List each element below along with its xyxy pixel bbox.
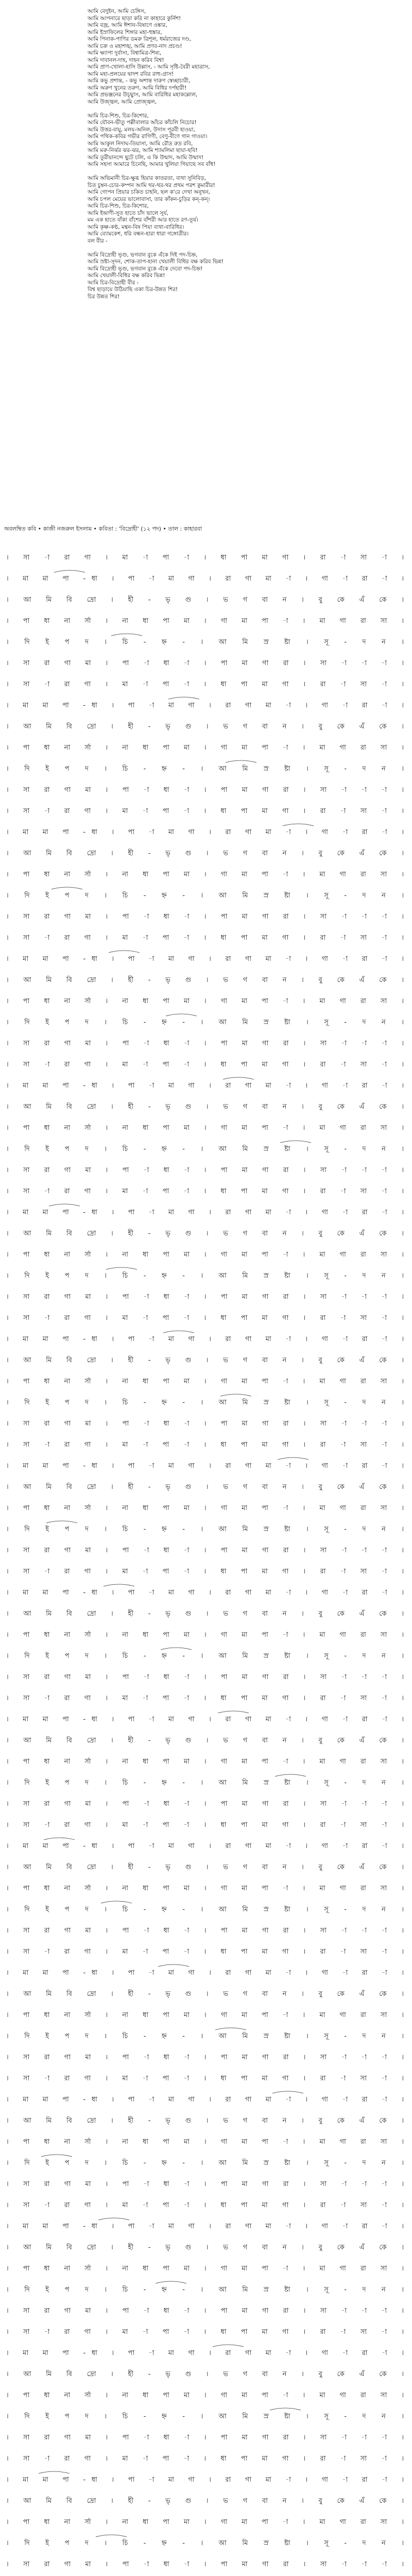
poem-line: বল বীর - [88, 238, 108, 244]
poem-line: আমি ইন্দ্রাণী-সুত হাতে চাঁদ ভালে সূর্য, [88, 210, 168, 216]
notation-text: । সা -া রা গা । মা -া পা -া । ধা পা মা গা । রা -া সা -া । [6, 1061, 404, 1069]
poem-line: আমি বিদ্রোহী ভৃগু, ভগবান বুকে এঁকে দেবো পদ-চিহ্ন! [88, 265, 203, 272]
notation-row [4, 715, 408, 736]
notation-text: । সা রা গা মা । পা -া ধা -া । পা মা গা রা । সা -া -া -া । [6, 1040, 404, 1047]
notation-text: । দি ই প দ । চি - হ্ন - । আ মি স্র ষ্টা । সূ - দ ন । [6, 1019, 404, 1026]
poem-text [88, 8, 376, 300]
notation-text: । পা ধা না র্সা । না ধা পা মা । গা মা পা -া । মা গা রা সা । [6, 2011, 404, 2019]
poem-line: আমি চক্র ও মহাশঙ্খ, আমি প্রণব-নাদ প্রচণ্ড! [88, 43, 182, 49]
poem-line: আমি চির-বিদ্রোহী বীর - [88, 279, 139, 286]
meend-mark [218, 1711, 249, 1713]
notation-row [4, 1645, 408, 1666]
stanza-gap [88, 106, 376, 113]
notation-row [4, 736, 408, 757]
notation-text: । মা মা পা -ধা । পা -া মা গা । রা গা মা -া । গা -া রা -া । [6, 2476, 404, 2484]
notation-row [4, 1497, 408, 1518]
notation-row [4, 1898, 408, 1919]
meend-mark [163, 1331, 194, 1333]
notation-text: । পা ধা না র্সা । না ধা পা মা । গা মা পা -া । মা গা রা সা । [6, 871, 404, 878]
notation-row [4, 1940, 408, 1961]
notation-text: । সা -া রা গা । মা -া পা -া । ধা পা মা গা । রা -া সা -া । [6, 1948, 404, 1956]
poem-line: আমি বিদ্রোহী ভৃগু, ভগবান বুকে এঁকে দিই পদ-চিহ্ন, [88, 251, 198, 258]
notation-row [4, 2088, 408, 2109]
poem-line: আমি চির-শিশু, চির-কিশোর, [88, 112, 149, 119]
notation-text: । পা ধা না র্সা । না ধা পা মা । গা মা পা -া । মা গা রা সা । [6, 1251, 404, 1259]
meend-mark [44, 1838, 75, 1840]
notation-text: । সা -া রা গা । মা -া পা -া । ধা পা মা গা । রা -া সা -া । [6, 1821, 404, 1829]
notation-text: । দি ই প দ । চি - হ্ন - । আ মি স্র ষ্টা । সূ - দ ন । [6, 638, 404, 646]
notation-row [4, 1222, 408, 1243]
meend-mark [270, 2408, 301, 2410]
notation-text: । মা মা পা -ধা । পা -া মা গা । রা গা মা -া । গা -া রা -া । [6, 2349, 404, 2357]
notation-row [4, 673, 408, 694]
meend-mark [104, 1584, 134, 1586]
notation-row [4, 947, 408, 969]
notation-text: । পা ধা না র্সা । না ধা পা মা । গা মা পা -া । মা গা রা সা । [6, 744, 404, 752]
poem-line: আমি তুরীয়ানন্দে ছুটে চলি, এ কি উন্মাদ, আমি উন্মাদ! [88, 154, 204, 161]
notation-row [4, 969, 408, 990]
notation-text: । পা ধা না র্সা । না ধা পা মা । গা মা পা -া । মা গা রা সা । [6, 1504, 404, 1512]
notation-row [4, 631, 408, 652]
notation-row [4, 2553, 408, 2574]
notation-row [4, 863, 408, 884]
poem-line: আমি যৌবন-ভীতু পল্লীবালার আঁচর কাঁচলি নিচোর! [88, 120, 197, 126]
notation-row [4, 1687, 408, 1708]
notation-row [4, 1412, 408, 1433]
notation-text: । মা মা পা -ধা । পা -া মা গা । রা গা মা -া । গা -া রা -া । [6, 2223, 404, 2230]
poem-line: আমি আকুল নিদাঘ-তিয়াসা, আমি রৌদ্র রুদ্র রবি, [88, 140, 193, 147]
notation-row [4, 990, 408, 1011]
notation-text: । মা মা পা -ধা । পা -া মা গা । রা গা মা -া । গা -া রা -া । [6, 1209, 404, 1216]
notation-text: । দি ই প দ । চি - হ্ন - । আ মি স্র ষ্টা । সূ - দ ন । [6, 892, 404, 900]
notation-text: । আ মি বি দ্রো । হী - ভৃ গু । ভ গ বা ন । বু কে এঁ কে । [6, 2117, 404, 2125]
notation-text: । সা -া রা গা । মা -া পা -া । ধা পা মা গা । রা -া সা -া । [6, 1568, 404, 1575]
notation-row [4, 2025, 408, 2046]
poem-line: আমি পথিক-কবির গভীর রাগিণী, বেণু-বীণে গান গাওয়া। [88, 133, 208, 140]
notation-row [4, 1370, 408, 1391]
notation-text: । সা -া রা গা । মা -া পা -া । ধা পা মা গা । রা -া সা -া । [6, 2455, 404, 2463]
notation-row [4, 1814, 408, 1835]
notation-row [4, 1201, 408, 1222]
notation-row [4, 2236, 408, 2257]
meend-mark [278, 1458, 308, 1460]
notation-text: । সা -া রা গা । মা -া পা -া । ধা পা মা গা । রা -া সা -া । [6, 1314, 404, 1322]
notation-row [4, 2046, 408, 2067]
notation-row [4, 1539, 408, 1560]
poem-line: আমি অভিমানী চির-ক্ষুব্ধ হিয়ার কাতরতা, ব্যথা সুনিবিড়, [88, 175, 206, 181]
poem-line: আমি স্রষ্টা-সূদন, শোক-তাপ-হানা খেয়ালী বিধির বক্ষ করিব ভিন্ন! [88, 259, 224, 265]
stanza-3 [88, 175, 376, 245]
notation-row [4, 2215, 408, 2236]
notation-row [4, 1666, 408, 1687]
poem-line: আমি আপনারে ছাড়া করি না কাহারে কুর্নিশ! [88, 15, 181, 22]
notation-row [4, 842, 408, 863]
notation-text: । দি ই প দ । চি - হ্ন - । আ মি স্র ষ্টা । সূ - দ ন । [6, 1272, 404, 1280]
notation-text: । মা মা পা -ধা । পা -া মা গা । রা গা মা -া । গা -া রা -া । [6, 1335, 404, 1343]
notation-text: । আ মি বি দ্রো । হী - ভৃ গু । ভ গ বা ন । বু কে এঁ কে । [6, 2497, 404, 2505]
notation-text: । সা -া রা গা । মা -া পা -া । ধা পা মা গা । রা -া সা -া । [6, 681, 404, 688]
notation-row [4, 1454, 408, 1476]
notation-text: । সা রা গা মা । পা -া ধা -া । পা মা গা রা । সা -া -া -া । [6, 2180, 404, 2188]
stanza-gap [88, 245, 376, 252]
meend-mark [283, 824, 314, 826]
notation-row [4, 1032, 408, 1053]
stanza-4 [88, 252, 376, 301]
notation-row [4, 2511, 408, 2532]
meend-mark [101, 1901, 132, 1903]
poem-line: বিশ্ব ছাড়ায়ে উঠিয়াছি একা চির-উন্নত শির! [88, 286, 178, 293]
notation-row [4, 757, 408, 778]
meend-mark [226, 760, 256, 762]
notation-text: । সা রা গা মা । পা -া ধা -া । পা মা গা রা । সা -া -া -া । [6, 2307, 404, 2315]
notation-text: । সা রা গা মা । পা -া ধা -া । পা মা গা রা । সা -া -া -া । [6, 659, 404, 667]
notation-row [4, 1729, 408, 1750]
meend-mark [156, 2281, 186, 2283]
notation-row [4, 2278, 408, 2299]
poem-line: আমি প্রভঞ্জনের উচ্ছ্বাস, আমি বারিধির মহাকল্লোল, [88, 92, 198, 98]
notation-text: । মা মা পা -ধা । পা -া মা গা । রা গা মা -া । গা -া রা -া । [6, 575, 404, 583]
notation-text: । সা রা গা মা । পা -া ধা -া । পা মা গা রা । সা -া -া -া । [6, 786, 404, 794]
notation-row [4, 2194, 408, 2215]
notation-text: । মা মা পা -ধা । পা -া মা গা । রা গা মা -া । গা -া রা -া । [6, 1082, 404, 1090]
notation-row [4, 1011, 408, 1032]
poem-line: আমি বজ্র, আমি ঈশান-বিষাণে ওঙ্কার, [88, 22, 167, 28]
notation-text: । আ মি বি দ্রো । হী - ভৃ গু । ভ গ বা ন । বু কে এঁ কে । [6, 1357, 404, 1364]
notation-row [4, 1095, 408, 1116]
notation-row [4, 1328, 408, 1349]
poem-line: চিত চুম্বন-চোর-কম্পন আমি থর-থর-থর প্রথম পরশ কুমারীর! [88, 182, 215, 189]
notation-text: । আ মি বি দ্রো । হী - ভৃ গু । ভ গ বা ন । বু কে এঁ কে । [6, 850, 404, 857]
notation-row [4, 2532, 408, 2553]
notation-text: । দি ই প দ । চি - হ্ন - । আ মি স্র ষ্টা । সূ - দ ন । [6, 1906, 404, 1913]
notation-text: । সা -া রা গা । মা -া পা -া । ধা পা মা গা । রা -া সা -া । [6, 934, 404, 942]
notation-text: । আ মি বি দ্রো । হী - ভৃ গু । ভ গ বা ন । বু কে এঁ কে । [6, 1483, 404, 1491]
notation-text: । পা ধা না র্সা । না ধা পা মা । গা মা পা -া । মা গা রা সা । [6, 1631, 404, 1639]
notation-text: । আ মি বি দ্রো । হী - ভৃ গু । ভ গ বা ন । বু কে এঁ কে । [6, 1230, 404, 1238]
notation-text: । সা রা গা মা । পা -া ধা -া । পা মা গা রা । সা -া -া -া । [6, 913, 404, 921]
meend-mark [49, 1204, 80, 1206]
poem-line: আমি উজ্জ্বল, আমি প্রোজ্জ্বল, [88, 98, 157, 105]
poem-line: আমি চির-শিশু, চির-কিশোর, [88, 203, 149, 209]
notation-row [4, 1391, 408, 1412]
poem-line: আমি বেদুইন, আমি চেঙ্গিস, [88, 8, 146, 14]
notation-row [4, 609, 408, 631]
notation-text: । সা -া রা গা । মা -া পা -া । ধা পা মা গা । রা -া সা -া । [6, 1188, 404, 1195]
notation-text: । আ মি বি দ্রো । হী - ভৃ গু । ভ গ বা ন । বু কে এঁ কে । [6, 596, 404, 604]
notation-row [4, 2320, 408, 2342]
notation-text: । সা রা গা মা । পা -া ধা -া । পা মা গা রা । সা -া -া -া । [6, 1927, 404, 1935]
meend-mark [111, 634, 142, 636]
notation-text: । সা -া রা গা । মা -া পা -া । ধা পা মা গা । রা -া সা -া । [6, 2201, 404, 2209]
meend-mark [98, 2218, 129, 2220]
notation-text: । আ মি বি দ্রো । হী - ভৃ গু । ভ গ বা ন । বু কে এঁ কে । [6, 1610, 404, 1618]
notation-text: । আ মি বি দ্রো । হী - ভৃ গু । ভ গ বা ন । বু কে এঁ কে । [6, 1990, 404, 1998]
notation-text: । পা ধা না র্সা । না ধা পা মা । গা মা পা -া । মা গা রা সা । [6, 2138, 404, 2146]
notation-row [4, 2574, 408, 2576]
notation-text: । সা রা গা মা । পা -া ধা -া । পা মা গা রা । সা -া -া -া । [6, 2434, 404, 2442]
notation-text: । মা মা পা -ধা । পা -া মা গা । রা গা মা -া । গা -া রা -া । [6, 2096, 404, 2104]
notation-row [4, 1159, 408, 1180]
meend-mark [280, 1141, 311, 1143]
meend-mark [272, 2091, 303, 2093]
notation-row [4, 694, 408, 715]
notation-row [4, 1771, 408, 1792]
notation-text: । পা ধা না র্সা । না ধা পা মা । গা মা পা -া । মা গা রা সা । [6, 2392, 404, 2399]
notation-text: । সা রা গা মা । পা -া ধা -া । পা মা গা রা । সা -া -া -া । [6, 1166, 404, 1174]
notation-row [4, 1138, 408, 1159]
notation-row [4, 1349, 408, 1370]
notation-row [4, 2173, 408, 2194]
notation-row [4, 2447, 408, 2468]
notation-row [4, 1116, 408, 1138]
notation-text: । পা ধা না র্সা । না ধা পা মা । গা মা পা -া । মা গা রা সা । [6, 2265, 404, 2273]
notation-text: । সা -া রা গা । মা -া পা -া । ধা পা মা গা । রা -া সা -া । [6, 807, 404, 815]
poem-line: আমি পিনাক-পাণির ডমরু ত্রিশূল, ধর্মরাজের দণ্ড, [88, 36, 192, 42]
notation-text: । পা ধা না র্সা । না ধা পা মা । গা মা পা -া । মা গা রা সা । [6, 1124, 404, 1132]
notation-text: । মা মা পা -ধা । পা -া মা গা । রা গা মা -া । গা -া রা -া । [6, 828, 404, 836]
notation-text: । আ মি বি দ্রো । হী - ভৃ গু । ভ গ বা ন । বু কে এঁ কে । [6, 2244, 404, 2251]
notation-row [4, 546, 408, 567]
notation-text: । আ মি বি দ্রো । হী - ভৃ গু । ভ গ বা ন । বু কে এঁ কে । [6, 1737, 404, 1744]
notation-row [4, 905, 408, 926]
notation-text: । দি ই প দ । চি - হ্ন - । আ মি স্র ষ্টা । সূ - দ ন । [6, 1652, 404, 1660]
notation-text: । মা মা পা -ধা । পা -া মা গা । রা গা মা -া । গা -া রা -া । [6, 1969, 404, 1977]
poem-line: আমি ক্ষ্যাপা দুর্বাসা, বিশ্বামিত্র-শিষ্য, [88, 50, 162, 56]
meend-mark [52, 887, 82, 889]
notation-text: । দি ই প দ । চি - হ্ন - । আ মি স্র ষ্টা । সূ - দ ন । [6, 2032, 404, 2040]
notation-row [4, 1856, 408, 1877]
poem-line: আমি কভু প্রশান্ত, - কভু অশান্ত দারুণ স্বেচ্ছাচারী, [88, 78, 191, 84]
notation-row [4, 1835, 408, 1856]
notation-row [4, 1074, 408, 1095]
notation-text: । সা রা গা মা । পা -া ধা -া । পা মা গা রা । সা -া -া -া । [6, 1673, 404, 1681]
notation-row [4, 1919, 408, 1940]
swaralipi-notation [4, 546, 408, 2576]
notation-text: । দি ই প দ । চি - হ্ন - । আ মি স্র ষ্টা । সূ - দ ন । [6, 2159, 404, 2167]
notation-row [4, 1792, 408, 1814]
notation-row [4, 1623, 408, 1645]
notation-row [4, 2489, 408, 2511]
meend-mark [106, 1267, 137, 1269]
poem-line: আমি চপল মেয়ের ভালোবাসা, তার কাঁকন-চুড়ির কন্-কন্। [88, 196, 210, 202]
notation-row [4, 1961, 408, 1982]
notation-row [4, 1560, 408, 1581]
notation-row [4, 1243, 408, 1264]
poem-line: মম এক হাতে বাঁকা বাঁশের বাঁশরী আর হাতে রণ-তূর্য। [88, 217, 198, 223]
notation-text: । সা রা গা মা । পা -া ধা -া । পা মা গা রা । সা -া -া -া । [6, 1420, 404, 1428]
poem-line: আমি ব্যোমকেশ, ধরি বন্ধন-হারা ধারা গঙ্গোত্রীর। [88, 231, 189, 237]
notation-text: । পা ধা না র্সা । না ধা পা মা । গা মা পা -া । মা গা রা সা । [6, 2518, 404, 2526]
poem-line: আমি মহা-প্রলয়ের দ্বাদশ রবির রাহু-গ্রাস! [88, 71, 174, 77]
notation-text: । সা রা গা মা । পা -া ধা -া । পা মা গা রা । সা -া -া -া । [6, 1293, 404, 1301]
notation-text: । দি ই প দ । চি - হ্ন - । আ মি স্র ষ্টা । সূ - দ ন । [6, 1399, 404, 1406]
notation-text: । আ মি বি দ্রো । হী - ভৃ গু । ভ গ বা ন । বু কে এঁ কে । [6, 723, 404, 731]
notation-text: । দি ই প দ । চি - হ্ন - । আ মি স্র ষ্টা । সূ - দ ন । [6, 1526, 404, 1533]
notation-text: । দি ই প দ । চি - হ্ন - । আ মি স্র ষ্টা । সূ - দ ন । [6, 765, 404, 773]
notation-row [4, 652, 408, 673]
poem-line: আমি মরু-নির্ঝর ঝর-ঝর, আমি শ্যামলিমা ছায়া-ছবি! [88, 147, 198, 154]
poem-line: আমি সহসা আমারে চিনেছি, আমার খুলিয়া গিয়াছে সব বাঁধ! [88, 161, 216, 167]
notation-row [4, 2384, 408, 2405]
notation-row [4, 2426, 408, 2447]
poem-line: আমি উত্তর-বায়ু, মলয়-অনিল, উদাস পূরবী হাওয়া, [88, 126, 195, 133]
notation-text: । দি ই প দ । চি - হ্ন - । আ মি স্র ষ্টা । সূ - দ ন । [6, 1779, 404, 1787]
notation-text: । সা রা গা মা । পা -া ধা -া । পা মা গা রা । সা -া -া -া । [6, 2054, 404, 2061]
notation-row [4, 2109, 408, 2130]
notation-text: । মা মা পা -ধা । পা -া মা গা । রা গা মা -া । গা -া রা -া । [6, 702, 404, 709]
notation-text: । সা -া রা গা । মা -া পা -া । ধা পা মা গা । রা -া সা -া । [6, 554, 404, 562]
meend-mark [223, 1077, 254, 1079]
notation-row [4, 1053, 408, 1074]
notation-row [4, 1518, 408, 1539]
stanza-gap [88, 168, 376, 176]
notation-row [4, 1180, 408, 1201]
notation-text: । সা -া রা গা । মা -া পা -া । ধা পা মা গা । রা -া সা -া । [6, 1441, 404, 1449]
meend-mark [46, 1521, 77, 1523]
meend-mark [213, 2345, 244, 2347]
notation-text: । মা মা পা -ধা । পা -া মা গা । রা গা মা -া । গা -া রা -া । [6, 1842, 404, 1850]
notation-row [4, 1581, 408, 1602]
notation-row [4, 567, 408, 588]
notation-text: । দি ই প দ । চি - হ্ন - । আ মি স্র ষ্টা । সূ - দ ন । [6, 2539, 404, 2547]
notation-text: । সা রা গা মা । পা -া ধা -া । পা মা গা রা । সা -া -া -া । [6, 1547, 404, 1554]
meend-mark [41, 2155, 72, 2157]
notation-row [4, 2468, 408, 2489]
notation-text: । পা ধা না র্সা । না ধা পা মা । গা মা পা -া । মা গা রা সা । [6, 1885, 404, 1892]
poem-line: চির উন্নত শির! [88, 293, 120, 300]
notation-text: । আ মি বি দ্রো । হী - ভৃ গু । ভ গ বা ন । বু কে এঁ কে । [6, 976, 404, 984]
notation-text: । সা -া রা গা । মা -া পা -া । ধা পা মা গা । রা -া সা -া । [6, 2328, 404, 2336]
notation-row [4, 1264, 408, 1285]
meend-mark [168, 697, 199, 699]
notation-row [4, 2151, 408, 2173]
notation-text: । আ মি বি দ্রো । হী - ভৃ গু । ভ গ বা ন । বু কে এঁ কে । [6, 2370, 404, 2378]
notation-row [4, 800, 408, 821]
meend-mark [158, 1964, 189, 1967]
notation-row [4, 926, 408, 947]
notation-row [4, 1476, 408, 1497]
notation-row [4, 1877, 408, 1898]
notation-row [4, 1708, 408, 1729]
notation-row [4, 2004, 408, 2025]
notation-row [4, 1285, 408, 1307]
notation-row [4, 1750, 408, 1771]
notation-text: । দি ই প দ । চি - হ্ন - । আ মি স্র ষ্টা । সূ - দ ন । [6, 1145, 404, 1153]
notation-row [4, 2257, 408, 2278]
notation-text: । পা ধা না র্সা । না ধা পা মা । গা মা পা -া । মা গা রা সা । [6, 617, 404, 625]
notation-text: । সা -া রা গা । মা -া পা -া । ধা পা মা গা । রা -া সা -া । [6, 2075, 404, 2082]
notation-text: । আ মি বি দ্রো । হী - ভৃ গু । ভ গ বা ন । বু কে এঁ কে । [6, 1863, 404, 1871]
notation-text: । মা মা পা -ধা । পা -া মা গা । রা গা মা -া । গা -া রা -া । [6, 1462, 404, 1470]
stanza-1 [88, 8, 376, 106]
poem-line: আমি খেয়ালী-বিধির বক্ষ করিব ভিন্ন! [88, 273, 165, 279]
notation-row [4, 1602, 408, 1623]
notation-text: । সা রা গা মা । পা -া ধা -া । পা মা গা রা । সা -া -া -া । [6, 1800, 404, 1808]
stanza-2 [88, 113, 376, 168]
notation-row [4, 2363, 408, 2384]
notation-row [4, 2130, 408, 2151]
meend-mark [39, 2471, 70, 2473]
notation-row [4, 1433, 408, 1454]
notation-text: । সা -া রা গা । মা -া পা -া । ধা পা মা গা । রা -া সা -া । [6, 1694, 404, 1702]
notation-row [4, 2067, 408, 2088]
notation-text: । দি ই প দ । চি - হ্ন - । আ মি স্র ষ্টা । সূ - দ ন । [6, 2286, 404, 2294]
notation-text: । পা ধা না র্সা । না ধা পা মা । গা মা পা -া । মা গা রা সা । [6, 1758, 404, 1766]
notation-text: । পা ধা না র্সা । না ধা পা মা । গা মা পা -া । মা গা রা সা । [6, 997, 404, 1005]
poem-line: আমি দাবানল-দাহ, দাহন করিব বিশ্ব! [88, 57, 164, 63]
notation-text: । আ মি বি দ্রো । হী - ভৃ গু । ভ গ বা ন । বু কে এঁ কে । [6, 1103, 404, 1111]
meend-mark [54, 570, 85, 572]
meend-mark [166, 1014, 197, 1016]
poem-line: আমি কৃষ্ণ-কণ্ঠ, মন্থন-বিষ পিয়া ব্যথা-বারিধির। [88, 224, 184, 230]
notation-text: । মা মা পা -ধা । পা -া মা গা । রা গা মা -া । গা -া রা -া । [6, 1716, 404, 1723]
notation-row [4, 1307, 408, 1328]
poem-line: আমি অরুণ খুনের তরুণ, আমি বিধির দর্পহারী! [88, 84, 187, 91]
notation-row [4, 2299, 408, 2320]
poem-line: আমি গোপন প্রিয়ার চকিত চাহনি, ছল ক'রে দেখা অনুখন, [88, 189, 210, 195]
notation-text: । দি ই প দ । চি - হ্ন - । আ মি স্র ষ্টা । সূ - দ ন । [6, 2413, 404, 2420]
notation-row [4, 588, 408, 609]
notation-row [4, 1982, 408, 2004]
notation-caption: অবলম্বিত কবি • কাজী নজরুল ইসলাম • কবিতা : 'বিদ্রোহী' (১২ পদ) • তাল : কাহারবা [4, 526, 202, 532]
notation-row [4, 2342, 408, 2363]
poem-line: আমি প্রাণ-খোলা-হাসি উল্লাস, - আমি সৃষ্টি-বৈরী মহাত্রাস, [88, 64, 210, 70]
notation-row [4, 2405, 408, 2426]
notation-text: । মা মা পা -ধা । পা -া মা গা । রা গা মা -া । গা -া রা -া । [6, 1589, 404, 1597]
meend-mark [109, 951, 140, 953]
notation-row [4, 778, 408, 800]
notation-row [4, 821, 408, 842]
meend-mark [96, 2535, 127, 2537]
notation-text: । পা ধা না র্সা । না ধা পা মা । গা মা পা -া । মা গা রা সা । [6, 1378, 404, 1385]
notation-row [4, 884, 408, 905]
meend-mark [215, 2028, 246, 2030]
notation-text: । মা মা পা -ধা । পা -া মা গা । রা গা মা -া । গা -া রা -া । [6, 955, 404, 963]
meend-mark [161, 1648, 192, 1650]
meend-mark [220, 1394, 251, 1396]
meend-mark [275, 1774, 306, 1776]
notation-text: । সা রা গা মা । পা -া ধা -া । পা মা গা রা । সা -া -া -া । [6, 2561, 404, 2568]
poem-line: আমি ইস্রাফিলের শিঙ্গার মহা-হুঙ্কার, [88, 29, 162, 36]
